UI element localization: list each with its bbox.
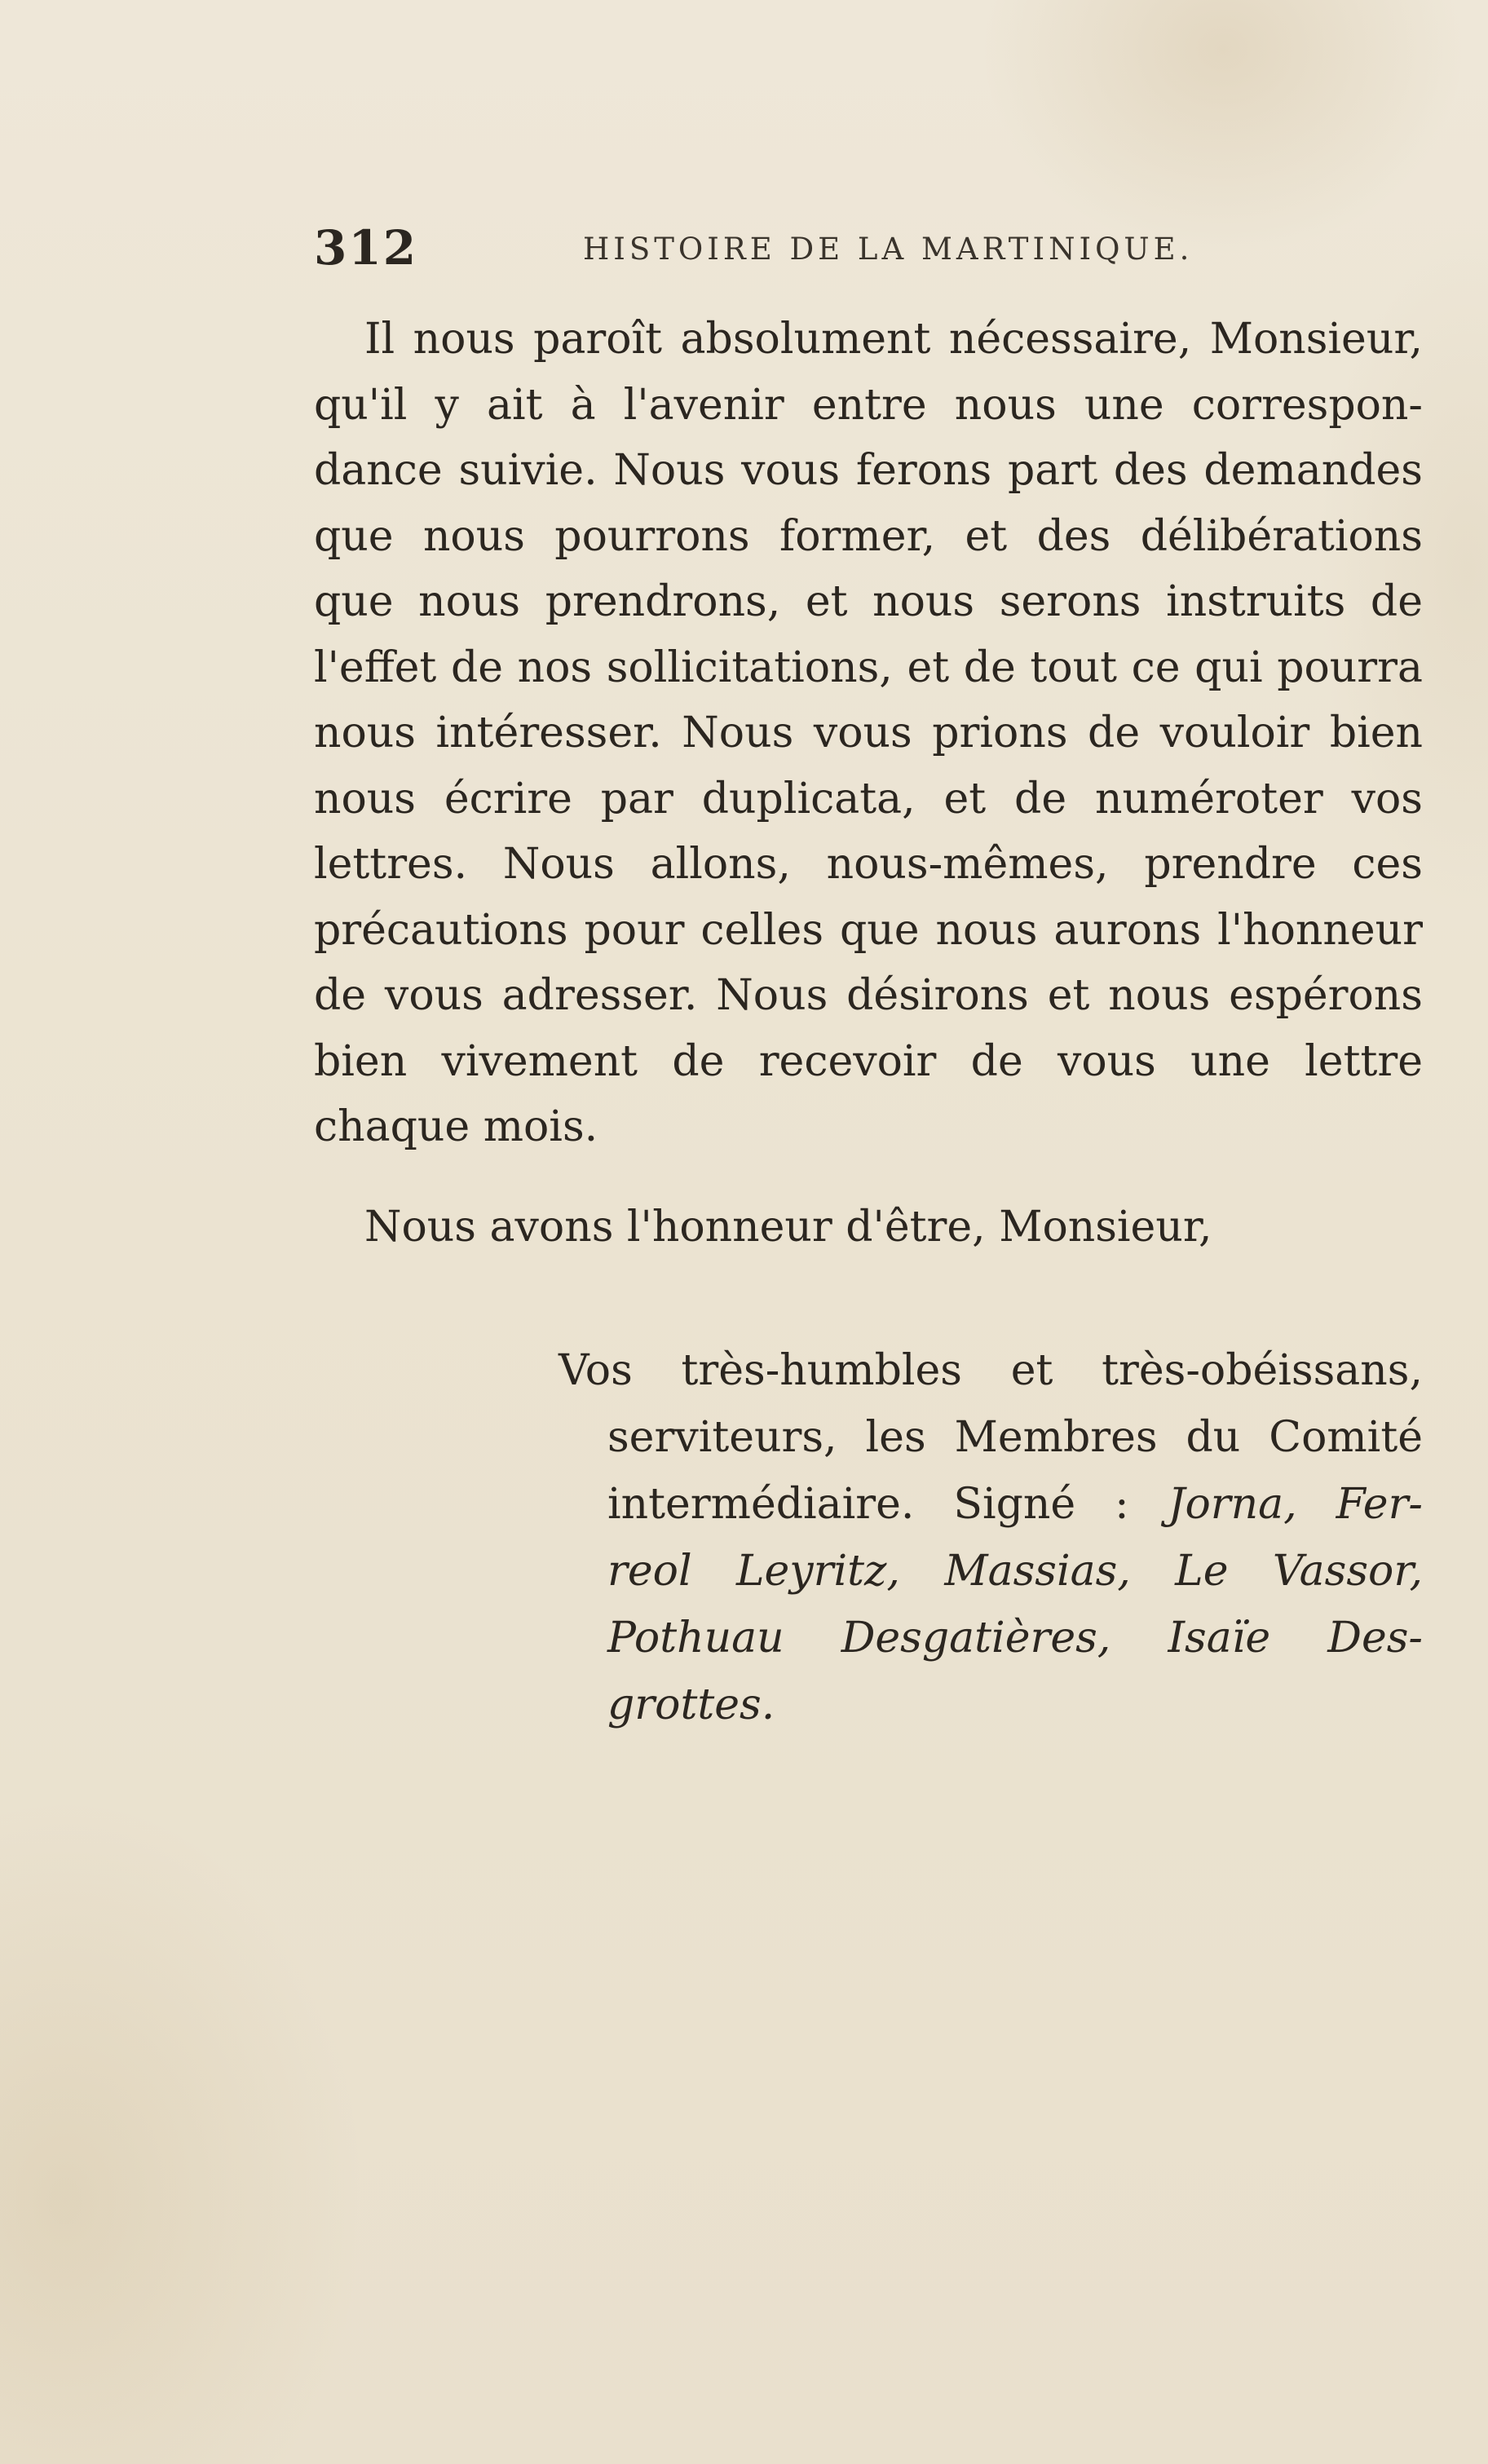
paragraph-line: Il nous paroît absolument nécessaire, Monsieur, [364, 315, 1423, 364]
paragraph-line: dance suivie. Nous vous ferons part des demandes [314, 446, 1423, 495]
paragraph-line: de vous adresser. Nous désirons et nous espérons [314, 971, 1423, 1020]
main-paragraph [314, 307, 1423, 1160]
signatory-names: reol Leyritz, Massias, Le Vassor, [607, 1547, 1423, 1596]
paragraph-line: chaque mois. [314, 1102, 598, 1151]
paragraph-line: bien vivement de recevoir de vous une lettre [314, 1036, 1423, 1086]
closing-salutation: Nous avons l'honneur d'être, Monsieur, [364, 1203, 1212, 1252]
paragraph-line: l'effet de nos sollicitations, et de tout ce qui pourra [314, 642, 1423, 692]
paragraph-line: que nous prendrons, et nous serons instruits de [314, 577, 1423, 626]
signature-line: serviteurs, les Membres du Comité [607, 1413, 1423, 1462]
paragraph-line: précautions pour celles que nous aurons l'honneur [314, 905, 1423, 955]
paragraph-line: nous intéresser. Nous vous prions de vouloir bien [314, 709, 1423, 757]
paragraph-line: que nous pourrons former, et des délibérations [314, 511, 1423, 561]
signature-block [559, 1337, 1424, 1738]
page-number: 312 [314, 220, 418, 276]
page-header [314, 220, 1252, 285]
running-title: HISTOIRE DE LA MARTINIQUE. [583, 232, 1194, 267]
signatory-names: grottes. [607, 1680, 775, 1729]
signatory-names: Pothuau Desgatières, Isaïe Des- [607, 1614, 1423, 1663]
signature-line: Vos très-humbles et très-obéissans, [559, 1346, 1423, 1395]
paragraph-line: lettres. Nous allons, nous-mêmes, prendre ces [314, 840, 1423, 889]
signature-line-roman: intermédiaire. Signé : [607, 1480, 1168, 1529]
signature-line [607, 1471, 1423, 1538]
paragraph-line: nous écrire par duplicata, et de numéroter vos [314, 774, 1423, 824]
paragraph-line: qu'il y ait à l'avenir entre nous une correspon- [314, 380, 1423, 430]
signatory-names: Jorna, Fer- [1168, 1480, 1424, 1529]
